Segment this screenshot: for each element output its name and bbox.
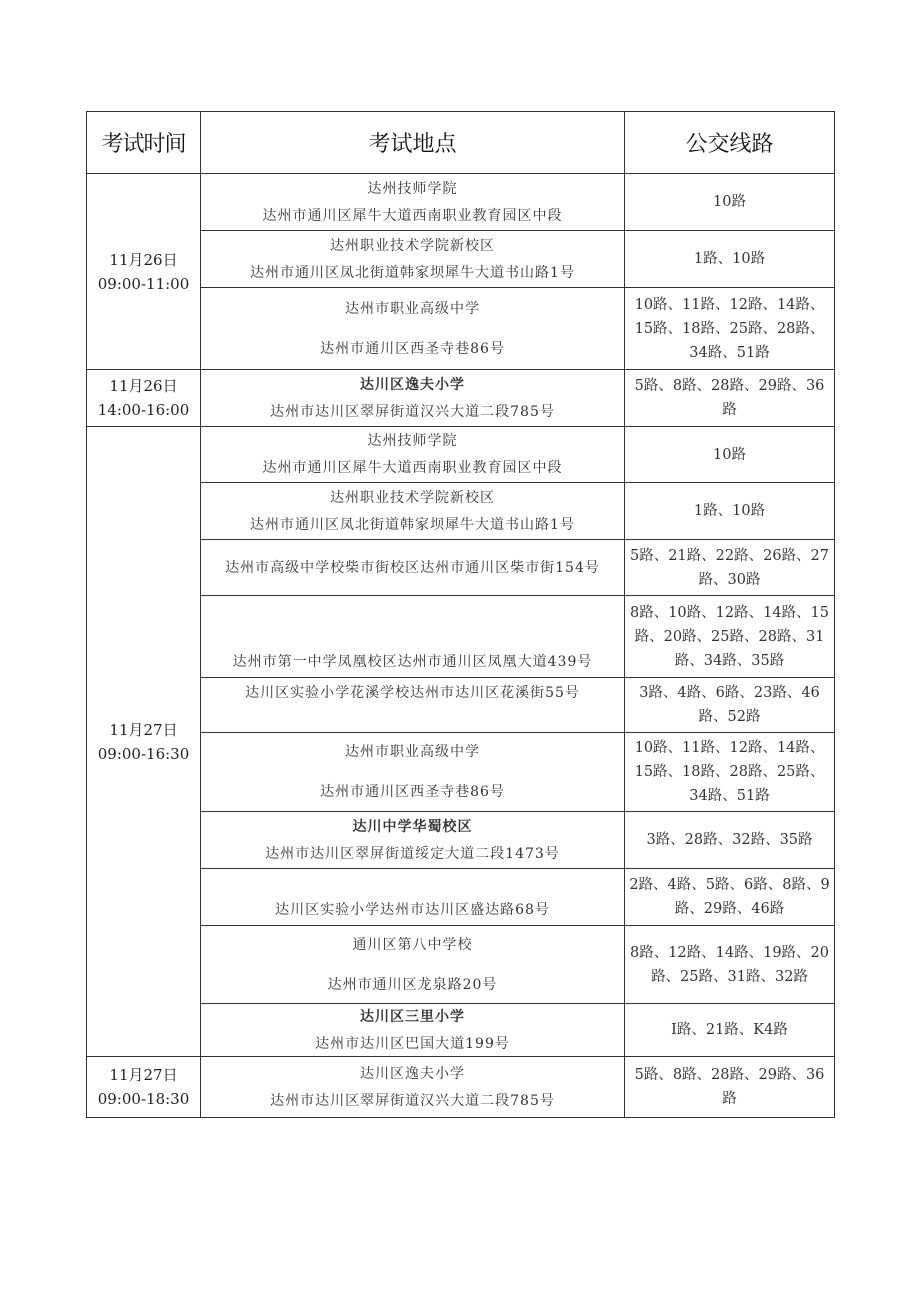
bus-routes-cell: 8路、12路、14路、19路、20路、25路、31路、32路 — [625, 926, 835, 1004]
venue-name: 达川区逸夫小学 — [360, 376, 465, 393]
location-cell — [201, 483, 625, 540]
venue-address: 达州市通川区西圣寺巷86号 — [320, 784, 505, 800]
header-row — [87, 112, 835, 174]
bus-routes-cell: 10路、11路、12路、14路、15路、18路、25路、28路、34路、51路 — [625, 288, 835, 370]
exam-date: 11月27日 — [109, 720, 178, 739]
header-exam-time: 考试时间 — [87, 112, 201, 174]
table-row — [87, 370, 835, 427]
header-exam-location: 考试地点 — [201, 112, 625, 174]
location-cell — [201, 231, 625, 288]
venue-name: 达州职业技术学院新校区 — [330, 489, 495, 506]
venue-name: 达州职业技术学院新校区 — [330, 237, 495, 254]
exam-time-cell — [87, 370, 201, 427]
venue-address: 达州市通川区凤北街道韩家坝犀牛大道书山路1号 — [250, 264, 575, 281]
bus-routes-cell: 2路、4路、5路、6路、8路、9路、29路、46路 — [625, 869, 835, 926]
header-bus-routes: 公交线路 — [625, 112, 835, 174]
table-row — [87, 174, 835, 231]
venue-name: 达州市职业高级中学 — [345, 744, 480, 760]
bus-routes-cell: 10路 — [625, 427, 835, 483]
location-cell: 达川区实验小学达州市达川区盛达路68号 — [201, 869, 625, 926]
exam-hours: 09:00-11:00 — [97, 274, 190, 293]
location-cell — [201, 733, 625, 812]
exam-schedule-table — [86, 111, 835, 1118]
exam-date: 11月26日 — [109, 250, 178, 269]
bus-routes-cell: 3路、28路、32路、35路 — [625, 812, 835, 869]
venue-address: 达州市达川区巴国大道199号 — [315, 1035, 510, 1052]
venue-address: 达州市达川区翠屏街道汉兴大道二段785号 — [270, 1092, 555, 1109]
exam-hours: 09:00-16:30 — [97, 744, 190, 763]
venue-address: 达州市达川区翠屏街道绥定大道二段1473号 — [265, 845, 560, 862]
location-cell — [201, 1057, 625, 1118]
venue-address: 达州市通川区犀牛大道西南职业教育园区中段 — [262, 207, 563, 224]
bus-routes-cell: 10路 — [625, 174, 835, 231]
bus-routes-cell: 8路、10路、12路、14路、15路、20路、25路、28路、31路、34路、35路 — [625, 596, 835, 678]
bus-routes-cell: I路、21路、K4路 — [625, 1004, 835, 1057]
location-cell: 达川区实验小学花溪学校达州市达川区花溪街55号 — [201, 678, 625, 733]
venue-name: 达川中学华蜀校区 — [352, 818, 473, 835]
exam-hours: 09:00-18:30 — [97, 1090, 190, 1108]
location-cell — [201, 174, 625, 231]
venue-address: 达州市通川区犀牛大道西南职业教育园区中段 — [262, 460, 563, 476]
bus-routes-cell: 10路、11路、12路、14路、15路、18路、28路、25路、34路、51路 — [625, 733, 835, 812]
exam-date: 11月27日 — [109, 1066, 178, 1084]
location-cell — [201, 926, 625, 1004]
bus-routes-cell: 1路、10路 — [625, 231, 835, 288]
table-row — [87, 1057, 835, 1118]
bus-routes-cell: 1路、10路 — [625, 483, 835, 540]
exam-time-cell — [87, 1057, 201, 1118]
exam-date: 11月26日 — [109, 377, 178, 395]
bus-routes-cell: 5路、21路、22路、26路、27路、30路 — [625, 540, 835, 596]
bus-routes-cell: 3路、4路、6路、23路、46路、52路 — [625, 678, 835, 733]
venue-address: 达州市通川区龙泉路20号 — [327, 976, 498, 993]
location-cell: 达州市第一中学凤凰校区达州市通川区凤凰大道439号 — [201, 596, 625, 678]
venue-address: 达州市通川区凤北街道韩家坝犀牛大道书山路1号 — [250, 516, 575, 533]
location-cell — [201, 812, 625, 869]
location-cell — [201, 288, 625, 370]
venue-name: 达州技师学院 — [367, 433, 458, 449]
table-row — [87, 427, 835, 483]
exam-time-cell — [87, 427, 201, 1057]
location-cell — [201, 370, 625, 427]
venue-name: 达州市职业高级中学 — [345, 300, 480, 317]
venue-name: 达川区三里小学 — [360, 1008, 465, 1025]
venue-name: 达州技师学院 — [367, 180, 458, 197]
exam-time-cell — [87, 174, 201, 370]
location-cell — [201, 427, 625, 483]
location-cell: 达州市高级中学校柴市街校区达州市通川区柴市街154号 — [201, 540, 625, 596]
location-cell — [201, 1004, 625, 1057]
exam-hours: 14:00-16:00 — [97, 401, 190, 419]
venue-address: 达州市达川区翠屏街道汉兴大道二段785号 — [270, 403, 555, 420]
venue-address: 达州市通川区西圣寺巷86号 — [320, 340, 505, 357]
bus-routes-cell: 5路、8路、28路、29路、36路 — [625, 370, 835, 427]
bus-routes-cell: 5路、8路、28路、29路、36路 — [625, 1057, 835, 1118]
venue-name: 达川区逸夫小学 — [360, 1065, 465, 1082]
venue-name: 通川区第八中学校 — [352, 936, 473, 953]
